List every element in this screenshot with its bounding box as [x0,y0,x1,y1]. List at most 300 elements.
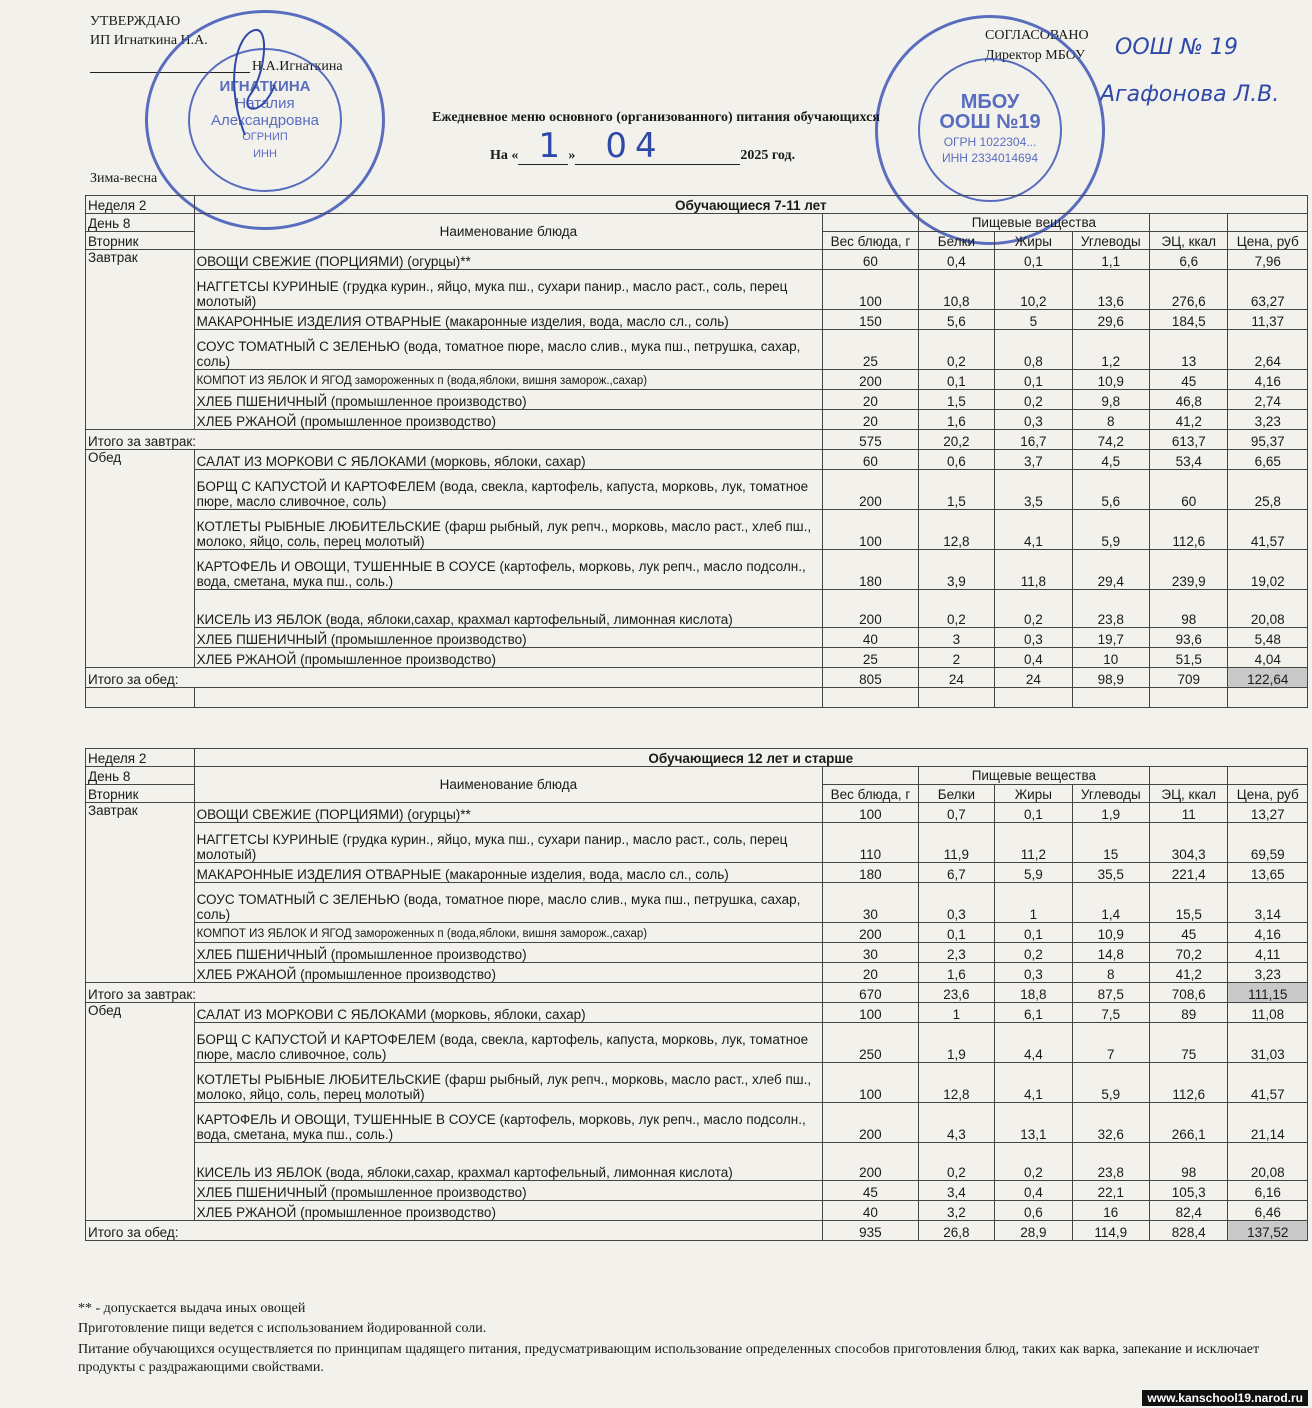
dish-name: НАГГЕТСЫ КУРИНЫЕ (грудка курин., яйцо, мука пш., сухари панир., масло раст., соль, перец молотый) [194,823,823,863]
header-cell [1149,767,1227,785]
total-w: 935 [823,1221,919,1241]
menu-table-12-plus [85,748,1308,1241]
table-row [86,648,1308,668]
column-header-energy: ЭЦ, ккал [1150,232,1228,250]
dish-p: 0,1 [918,370,994,390]
dish-name: МАКАРОННЫЕ ИЗДЕЛИЯ ОТВАРНЫЕ (макаронные изделия, вода, масло сл., соль) [194,310,823,330]
table-row [86,410,1308,430]
dish-name: ХЛЕБ ПШЕНИЧНЫЙ (промышленное производство) [194,390,823,410]
dish-e: 112,6 [1149,1063,1227,1103]
dish-price: 11,08 [1228,1003,1308,1023]
dish-f: 0,4 [995,648,1072,668]
dish-w: 40 [823,628,919,648]
dish-price: 41,57 [1228,1063,1308,1103]
dish-c: 8 [1072,963,1149,983]
total-row [86,668,1308,688]
dish-p: 4,3 [918,1103,994,1143]
dish-price: 63,27 [1228,270,1308,310]
dish-e: 41,2 [1149,963,1227,983]
dish-w: 20 [823,410,919,430]
age-group-title: Обучающиеся 12 лет и старше [194,749,1307,767]
stamp-line: МБОУ [960,91,1020,113]
stamp-line: Наталия [235,94,295,112]
dish-f: 0,1 [995,370,1072,390]
dish-e: 15,5 [1149,883,1227,923]
dish-w: 100 [823,1063,919,1103]
dish-c: 23,8 [1072,590,1149,628]
dish-p: 1,9 [918,1023,994,1063]
dish-p: 1 [918,1003,994,1023]
dish-price: 6,46 [1228,1201,1308,1221]
dish-c: 10,9 [1072,370,1149,390]
dish-name: ХЛЕБ ПШЕНИЧНЫЙ (промышленное производство) [194,1181,823,1201]
approve-org: ИП Игнаткина Н.А. [90,33,208,48]
table-row [86,450,1308,470]
dish-c: 7,5 [1072,1003,1149,1023]
dish-e: 51,5 [1150,648,1228,668]
dish-e: 13 [1150,330,1228,370]
dish-e: 53,4 [1150,450,1228,470]
dish-f: 0,4 [995,1181,1072,1201]
column-header-carbs: Углеводы [1072,785,1149,803]
total-c: 114,9 [1072,1221,1149,1241]
dish-e: 304,3 [1149,823,1227,863]
dish-f: 10,2 [995,270,1072,310]
dish-p: 0,1 [918,923,994,943]
table-row [86,370,1308,390]
dish-f: 0,2 [995,1143,1072,1181]
column-header-carbs: Углеводы [1072,232,1149,250]
document-title: Ежедневное меню основного (организованного) питания обучающихся [432,110,880,125]
dish-p: 0,2 [918,590,994,628]
dish-e: 75 [1149,1023,1227,1063]
dish-w: 100 [823,1003,919,1023]
dish-e: 45 [1149,923,1227,943]
dish-p: 0,6 [918,450,994,470]
dish-f: 1 [995,883,1072,923]
date-mid: » [568,148,576,163]
dish-name: ХЛЕБ ПШЕНИЧНЫЙ (промышленное производство) [194,943,823,963]
dish-e: 11 [1149,803,1227,823]
agree-title: СОГЛАСОВАНО [985,28,1089,43]
meal-label: Обед [86,450,195,668]
empty-cell [86,688,195,708]
dish-e: 98 [1149,1143,1227,1181]
day-label: День 8 [86,214,195,232]
dish-p: 10,8 [918,270,994,310]
dish-price: 6,65 [1228,450,1308,470]
column-header-protein: Белки [918,785,994,803]
dish-price: 13,65 [1228,863,1308,883]
dish-price: 20,08 [1228,1143,1308,1181]
dish-e: 93,6 [1150,628,1228,648]
dish-w: 25 [823,330,919,370]
dish-c: 10 [1072,648,1149,668]
header-row [86,749,1308,767]
dish-c: 29,4 [1072,550,1149,590]
dish-e: 46,8 [1150,390,1228,410]
table-row [86,628,1308,648]
meal-label: Обед [86,1003,195,1221]
dish-e: 82,4 [1149,1201,1227,1221]
age-group-title: Обучающиеся 7-11 лет [194,196,1307,214]
dish-c: 5,9 [1072,510,1149,550]
table-row [86,390,1308,410]
dish-name: ОВОЩИ СВЕЖИЕ (ПОРЦИЯМИ) (огурцы)** [194,803,823,823]
dish-p: 3,2 [918,1201,994,1221]
dish-p: 6,7 [918,863,994,883]
dish-f: 13,1 [995,1103,1072,1143]
dish-price: 3,23 [1228,963,1308,983]
table-row [86,250,1308,270]
dish-c: 1,4 [1072,883,1149,923]
total-row [86,983,1308,1003]
dish-c: 15 [1072,823,1149,863]
table-row [86,923,1308,943]
dish-w: 250 [823,1023,919,1063]
total-f: 16,7 [995,430,1072,450]
dish-name: КОМПОТ ИЗ ЯБЛОК И ЯГОД замороженных п (вода,яблоки, вишня заморож.,сахар) [194,370,823,390]
table-row [86,550,1308,590]
dish-w: 200 [823,470,919,510]
total-p: 26,8 [918,1221,994,1241]
dish-e: 6,6 [1150,250,1228,270]
dish-p: 0,2 [918,1143,994,1181]
dish-w: 200 [823,923,919,943]
column-header-name: Наименование блюда [194,214,823,250]
dish-f: 6,1 [995,1003,1072,1023]
total-row [86,1221,1308,1241]
dish-c: 22,1 [1072,1181,1149,1201]
dish-c: 9,8 [1072,390,1149,410]
dish-price: 21,14 [1228,1103,1308,1143]
dish-price: 25,8 [1228,470,1308,510]
column-header-weight: Вес блюда, г [823,232,919,250]
column-header-protein: Белки [918,232,994,250]
dish-name: КИСЕЛЬ ИЗ ЯБЛОК (вода, яблоки,сахар, крахмал картофельный, лимонная кислота) [194,590,823,628]
dish-f: 0,6 [995,1201,1072,1221]
weekday-label: Вторник [86,232,195,250]
table-row [86,270,1308,310]
total-price: 137,52 [1228,1221,1308,1241]
dish-e: 98 [1150,590,1228,628]
table-row [86,1201,1308,1221]
header-cell [1228,214,1308,232]
column-header-name: Наименование блюда [194,767,823,803]
dish-c: 4,5 [1072,450,1149,470]
dish-price: 2,74 [1228,390,1308,410]
menu-table-7-11 [85,195,1308,708]
empty-cell [1150,688,1228,708]
day-label: День 8 [86,767,195,785]
dish-c: 29,6 [1072,310,1149,330]
empty-cell [995,688,1072,708]
total-c: 87,5 [1072,983,1149,1003]
dish-p: 0,3 [918,883,994,923]
table-row [86,823,1308,863]
column-header-price: Цена, руб [1228,785,1308,803]
dish-name: БОРЩ С КАПУСТОЙ И КАРТОФЕЛЕМ (вода, свекла, картофель, капуста, морковь, лук, томатное пюре, масло сливочное, соль) [194,470,823,510]
table-row [86,590,1308,628]
table-row [86,863,1308,883]
dish-f: 0,2 [995,943,1072,963]
empty-cell [194,688,823,708]
dish-name: ХЛЕБ РЖАНОЙ (промышленное производство) [194,410,823,430]
dish-f: 4,1 [995,1063,1072,1103]
approve-title: УТВЕРЖДАЮ [90,14,181,29]
empty-cell [823,688,919,708]
dish-w: 40 [823,1201,919,1221]
dish-c: 10,9 [1072,923,1149,943]
dish-f: 3,5 [995,470,1072,510]
dish-e: 41,2 [1150,410,1228,430]
dish-w: 20 [823,390,919,410]
dish-w: 200 [823,1103,919,1143]
dish-name: КОМПОТ ИЗ ЯБЛОК И ЯГОД замороженных п (вода,яблоки, вишня заморож.,сахар) [194,923,823,943]
dish-name: НАГГЕТСЫ КУРИНЫЕ (грудка курин., яйцо, мука пш., сухари панир., масло раст., соль, перец молотый) [194,270,823,310]
dish-p: 1,5 [918,390,994,410]
table-row [86,510,1308,550]
dish-f: 0,1 [995,923,1072,943]
dish-f: 5 [995,310,1072,330]
table-row [86,803,1308,823]
dish-c: 5,9 [1072,1063,1149,1103]
dish-name: КИСЕЛЬ ИЗ ЯБЛОК (вода, яблоки,сахар, крахмал картофельный, лимонная кислота) [194,1143,823,1181]
dish-f: 11,8 [995,550,1072,590]
dish-e: 221,4 [1149,863,1227,883]
dish-price: 4,11 [1228,943,1308,963]
dish-f: 0,8 [995,330,1072,370]
dish-p: 12,8 [918,1063,994,1103]
dish-name: КОТЛЕТЫ РЫБНЫЕ ЛЮБИТЕЛЬСКИЕ (фарш рыбный, лук репч., морковь, масло раст., хлеб пш., молоко, яйцо, соль, перец молотый) [194,510,823,550]
dish-c: 23,8 [1072,1143,1149,1181]
column-header-nutrients: Пищевые вещества [918,214,1149,232]
empty-cell [1072,688,1149,708]
dish-p: 1,6 [918,410,994,430]
dish-price: 3,23 [1228,410,1308,430]
dish-price: 13,27 [1228,803,1308,823]
total-w: 575 [823,430,919,450]
dish-p: 5,6 [918,310,994,330]
dish-w: 25 [823,648,919,668]
dish-c: 32,6 [1072,1103,1149,1143]
dish-name: СОУС ТОМАТНЫЙ С ЗЕЛЕНЬЮ (вода, томатное пюре, масло слив., мука пш., петрушка, сахар, соль) [194,883,823,923]
dish-p: 3,4 [918,1181,994,1201]
dish-e: 112,6 [1150,510,1228,550]
dish-w: 30 [823,943,919,963]
dish-c: 1,1 [1072,250,1149,270]
table-row [86,1103,1308,1143]
table-row [86,883,1308,923]
dish-price: 11,37 [1228,310,1308,330]
dish-p: 0,7 [918,803,994,823]
dish-c: 5,6 [1072,470,1149,510]
dish-w: 200 [823,370,919,390]
dish-w: 20 [823,963,919,983]
dish-c: 13,6 [1072,270,1149,310]
dish-e: 239,9 [1150,550,1228,590]
table-row [86,1181,1308,1201]
dish-f: 0,2 [995,390,1072,410]
dish-c: 8 [1072,410,1149,430]
total-price: 122,64 [1228,668,1308,688]
header-row [86,767,1308,785]
dish-w: 60 [823,250,919,270]
dish-p: 3 [918,628,994,648]
column-header-weight: Вес блюда, г [823,785,919,803]
dish-price: 3,14 [1228,883,1308,923]
dish-f: 0,3 [995,963,1072,983]
dish-price: 4,16 [1228,370,1308,390]
agree-signature: Агафонова Л.В. [1100,82,1280,107]
total-p: 23,6 [918,983,994,1003]
stamp-line: ИГНАТКИНА [219,77,311,95]
footnote-diet: Питание обучающихся осуществляется по принципам щадящего питания, предусматривающим использование определенных способов приготовления блюд, таких как варка, запекание и исключает продукты с раздражающими свойствами. [78,1342,1260,1375]
total-c: 74,2 [1072,430,1149,450]
signature-icon [215,25,285,145]
dish-c: 19,7 [1072,628,1149,648]
total-f: 18,8 [995,983,1072,1003]
dish-w: 180 [823,550,919,590]
dish-f: 3,7 [995,450,1072,470]
dish-p: 2,3 [918,943,994,963]
dish-price: 5,48 [1228,628,1308,648]
dish-e: 266,1 [1149,1103,1227,1143]
dish-price: 31,03 [1228,1023,1308,1063]
date-day: 1 [538,126,561,166]
dish-name: САЛАТ ИЗ МОРКОВИ С ЯБЛОКАМИ (морковь, яблоки, сахар) [194,450,823,470]
total-label: Итого за завтрак: [86,430,823,450]
table-row [86,470,1308,510]
table-row [86,330,1308,370]
dish-c: 35,5 [1072,863,1149,883]
dish-f: 4,4 [995,1023,1072,1063]
total-f: 24 [995,668,1072,688]
total-p: 24 [918,668,994,688]
header-row [86,196,1308,214]
dish-p: 3,9 [918,550,994,590]
dish-f: 0,3 [995,628,1072,648]
column-header-price: Цена, руб [1228,232,1308,250]
season-label: Зима-весна [90,171,158,186]
total-label: Итого за обед: [86,1221,823,1241]
footnote-salt: Приготовление пищи ведется с использованием йодированной соли. [78,1321,487,1336]
total-e: 708,6 [1149,983,1227,1003]
column-header-energy: ЭЦ, ккал [1149,785,1227,803]
stamp-line: ИНН 2334014694 [941,151,1039,165]
dish-name: КАРТОФЕЛЬ И ОВОЩИ, ТУШЕННЫЕ В СОУСЕ (картофель, морковь, лук репч., масло подсолн., вода, сметана, мука пш., соль.) [194,1103,823,1143]
header-row [86,214,1308,232]
dish-c: 16 [1072,1201,1149,1221]
dish-f: 5,9 [995,863,1072,883]
date-suffix: 2025 год. [740,148,796,163]
total-e: 828,4 [1149,1221,1227,1241]
total-e: 709 [1150,668,1228,688]
meal-label: Завтрак [86,803,195,983]
dish-e: 184,5 [1150,310,1228,330]
total-f: 28,9 [995,1221,1072,1241]
dish-name: ХЛЕБ ПШЕНИЧНЫЙ (промышленное производство) [194,628,823,648]
dish-name: МАКАРОННЫЕ ИЗДЕЛИЯ ОТВАРНЫЕ (макаронные изделия, вода, масло сл., соль) [194,863,823,883]
column-header-fat: Жиры [995,785,1072,803]
dish-p: 1,5 [918,470,994,510]
dish-w: 110 [823,823,919,863]
dish-e: 89 [1149,1003,1227,1023]
dish-w: 150 [823,310,919,330]
empty-cell [1228,688,1308,708]
stamp-line: ОГРН 1022304... [943,135,1037,149]
dish-w: 45 [823,1181,919,1201]
dish-w: 180 [823,863,919,883]
dish-w: 100 [823,510,919,550]
spacer-row [86,688,1308,708]
dish-c: 1,9 [1072,803,1149,823]
dish-e: 276,6 [1150,270,1228,310]
total-c: 98,9 [1072,668,1149,688]
dish-w: 30 [823,883,919,923]
site-url: www.kanschool19.narod.ru [1142,1390,1308,1406]
dish-price: 69,59 [1228,823,1308,863]
date-month: 04 [605,126,665,166]
dish-price: 19,02 [1228,550,1308,590]
header-cell [1228,767,1308,785]
week-label: Неделя 2 [86,196,195,214]
total-p: 20,2 [918,430,994,450]
dish-e: 60 [1150,470,1228,510]
total-row [86,430,1308,450]
header-cell [823,767,919,785]
dish-name: БОРЩ С КАПУСТОЙ И КАРТОФЕЛЕМ (вода, свекла, картофель, капуста, морковь, лук, томатное пюре, масло сливочное, соль) [194,1023,823,1063]
total-label: Итого за обед: [86,668,823,688]
dish-e: 70,2 [1149,943,1227,963]
dish-p: 0,4 [918,250,994,270]
column-header-nutrients: Пищевые вещества [918,767,1149,785]
total-price: 95,37 [1228,430,1308,450]
dish-w: 200 [823,1143,919,1181]
dish-f: 0,2 [995,590,1072,628]
week-label: Неделя 2 [86,749,195,767]
dish-name: КОТЛЕТЫ РЫБНЫЕ ЛЮБИТЕЛЬСКИЕ (фарш рыбный, лук репч., морковь, масло раст., хлеб пш., молоко, яйцо, соль, перец молотый) [194,1063,823,1103]
dish-p: 0,2 [918,330,994,370]
dish-p: 1,6 [918,963,994,983]
dish-name: КАРТОФЕЛЬ И ОВОЩИ, ТУШЕННЫЕ В СОУСЕ (картофель, морковь, лук репч., масло подсолн., вода, сметана, мука пш., соль.) [194,550,823,590]
dish-f: 0,3 [995,410,1072,430]
dish-f: 4,1 [995,510,1072,550]
dish-w: 100 [823,270,919,310]
total-label: Итого за завтрак: [86,983,823,1003]
footnote-vegetables: ** - допускается выдача иных овощей [78,1301,306,1316]
dish-name: СОУС ТОМАТНЫЙ С ЗЕЛЕНЬЮ (вода, томатное пюре, масло слив., мука пш., петрушка, сахар, соль) [194,330,823,370]
dish-name: ОВОЩИ СВЕЖИЕ (ПОРЦИЯМИ) (огурцы)** [194,250,823,270]
stamp-line: ОГРНИП [242,130,288,143]
dish-name: ХЛЕБ РЖАНОЙ (промышленное производство) [194,1201,823,1221]
table-row [86,963,1308,983]
dish-c: 7 [1072,1023,1149,1063]
stamp-line: Александровна [211,111,319,129]
dish-e: 45 [1150,370,1228,390]
dish-c: 1,2 [1072,330,1149,370]
table-row [86,943,1308,963]
dish-name: ХЛЕБ РЖАНОЙ (промышленное производство) [194,648,823,668]
dish-p: 2 [918,648,994,668]
date-line [490,126,796,166]
meal-label: Завтрак [86,250,195,430]
total-w: 670 [823,983,919,1003]
dish-w: 100 [823,803,919,823]
dish-price: 2,64 [1228,330,1308,370]
table-row [86,1063,1308,1103]
header-cell [1150,214,1228,232]
